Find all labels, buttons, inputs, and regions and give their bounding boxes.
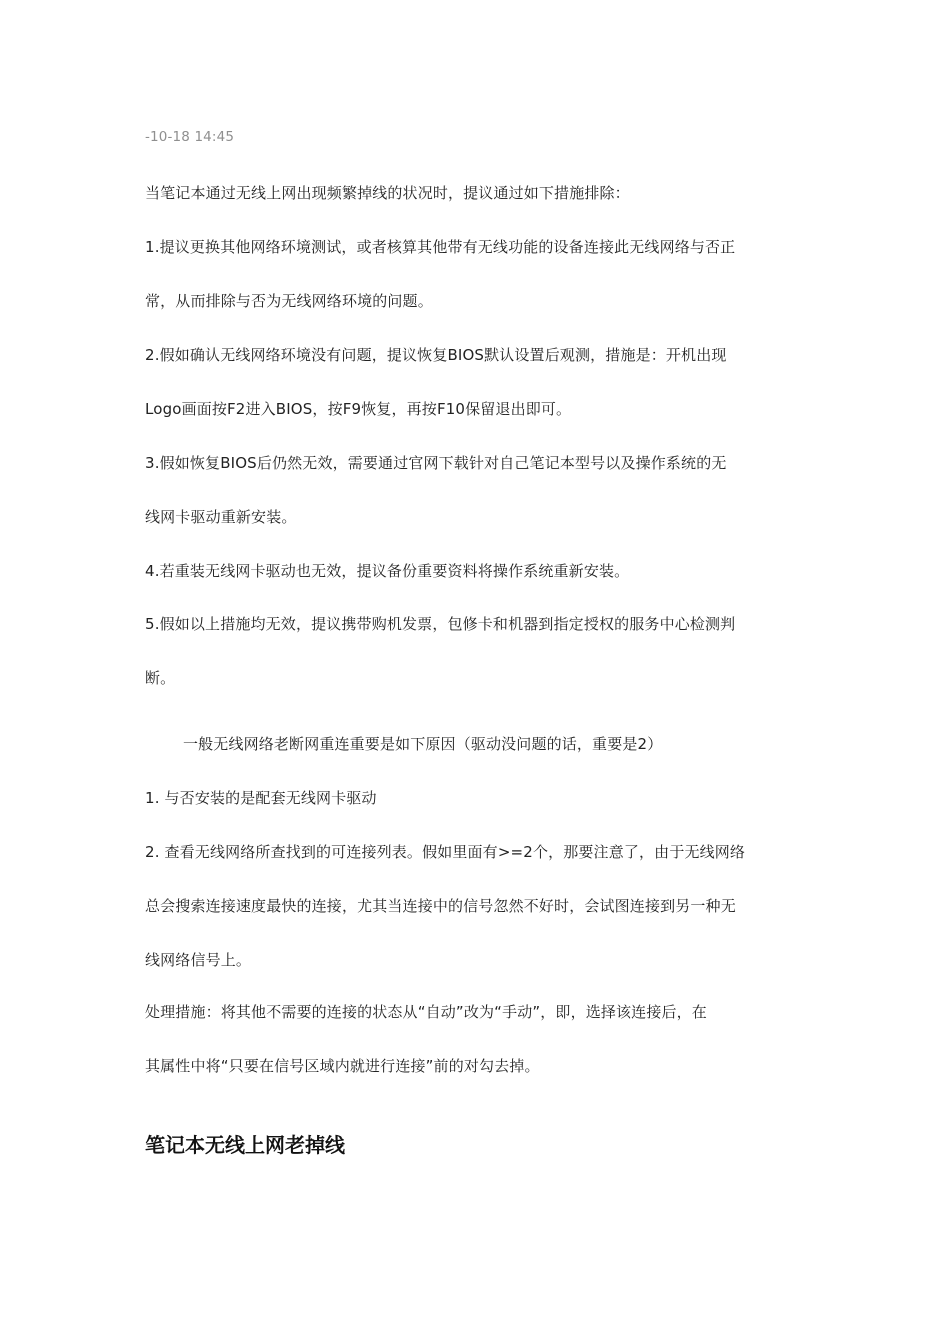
- step-4-line: 4.若重装无线网卡驱动也无效，提议备份重要资料将操作系统重新安装。: [145, 562, 630, 580]
- solution-line-1: 处理措施：将其他不需要的连接的状态从“自动”改为“手动”，即，选择该连接后，在: [145, 1003, 707, 1021]
- step-5-line-2: 断。: [145, 669, 176, 687]
- step-2-line-1: 2.假如确认无线网络环境没有问题，提议恢复BIOS默认设置后观测，措施是：开机出现: [145, 346, 727, 364]
- step-5-line-1: 5.假如以上措施均无效，提议携带购机发票，包修卡和机器到指定授权的服务中心检测判: [145, 615, 736, 633]
- cause-2-line-3: 线网络信号上。: [145, 951, 252, 969]
- step-3-line-2: 线网卡驱动重新安装。: [145, 508, 297, 526]
- causes-intro: 一般无线网络老断网重连重要是如下原因（驱动没问题的话，重要是2）: [183, 735, 663, 753]
- step-3-line-1: 3.假如恢复BIOS后仍然无效，需要通过官网下载针对自己笔记本型号以及操作系统的无: [145, 454, 727, 472]
- cause-2-line-2: 总会搜索连接速度最快的连接，尤其当连接中的信号忽然不好时，会试图连接到另一种无: [145, 897, 736, 915]
- cause-2-line-1: 2. 查看无线网络所查找到的可连接列表。假如里面有>=2个，那要注意了，由于无线网络: [145, 843, 746, 861]
- timestamp: -10-18 14:45: [145, 129, 235, 145]
- step-2-line-2: Logo画面按F2进入BIOS，按F9恢复，再按F10保留退出即可。: [145, 400, 572, 418]
- section-heading: 笔记本无线上网老掉线: [145, 1133, 345, 1157]
- step-1-line-1: 1.提议更换其他网络环境测试，或者核算其他带有无线功能的设备连接此无线网络与否正: [145, 238, 736, 256]
- cause-1: 1. 与否安装的是配套无线网卡驱动: [145, 789, 377, 807]
- step-1-line-2: 常，从而排除与否为无线网络环境的问题。: [145, 292, 433, 310]
- intro-paragraph: 当笔记本通过无线上网出现频繁掉线的状况时，提议通过如下措施排除：: [145, 184, 630, 202]
- solution-line-2: 其属性中将“只要在信号区域内就进行连接”前的对勾去掉。: [145, 1057, 540, 1075]
